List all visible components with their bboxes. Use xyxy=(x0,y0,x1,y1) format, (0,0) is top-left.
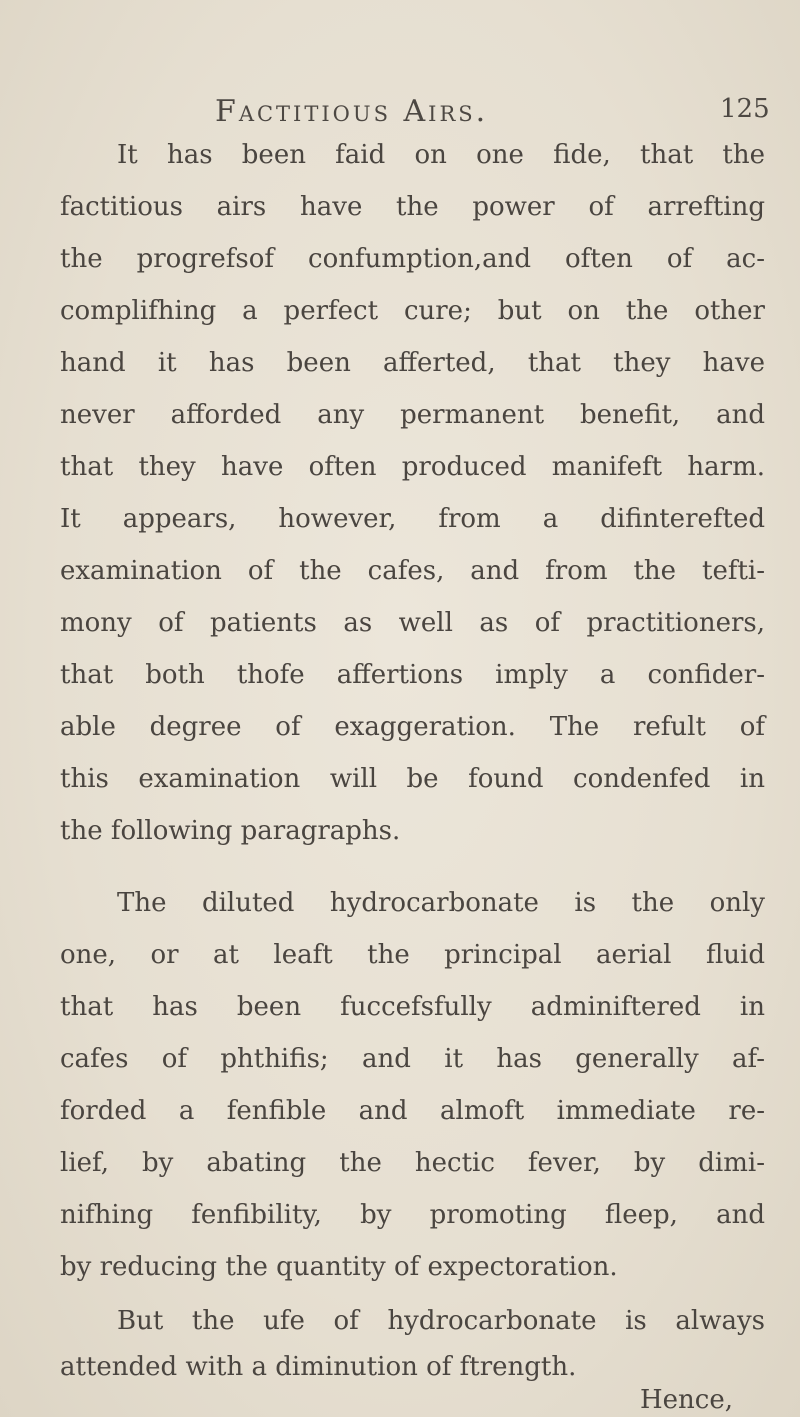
text-line: one, or at leaft the principal aerial fluid xyxy=(60,940,765,970)
text-line: lief, by abating the hectic fever, by dimi- xyxy=(60,1148,765,1178)
text-line: mony of patients as well as of practitioners, xyxy=(60,608,765,638)
text-line: attended with a diminution of ftrength. xyxy=(60,1352,577,1382)
text-line: never afforded any permanent benefit, and xyxy=(60,400,765,430)
running-head xyxy=(0,94,800,134)
text-line: nifhing fenfibility, by promoting fleep, and xyxy=(60,1200,765,1230)
text-line: cafes of phthifis; and it has generally af- xyxy=(60,1044,765,1074)
text-line: forded a fenfible and almoft immediate re- xyxy=(60,1096,765,1126)
text-line: able degree of exaggeration. The refult of xyxy=(60,712,765,742)
text-line: this examination will be found condenfed in xyxy=(60,764,765,794)
text-line: that has been fuccefsfully adminiftered in xyxy=(60,992,765,1022)
text-line: complifhing a perfect cure; but on the other xyxy=(60,296,765,326)
text-line: that both thofe affertions imply a confider- xyxy=(60,660,765,690)
text-line: hand it has been afferted, that they have xyxy=(60,348,765,378)
text-line: by reducing the quantity of expectoration. xyxy=(60,1252,618,1282)
text-line: that they have often produced manifeft harm. xyxy=(60,452,765,482)
page-number: 125 xyxy=(720,94,770,124)
text-line: the progrefsof confumption,and often of ac- xyxy=(60,244,765,274)
running-title: Factitious Airs. xyxy=(215,94,489,129)
text-line: the following paragraphs. xyxy=(60,816,401,846)
catchword: Hence, xyxy=(640,1385,734,1415)
text-line: factitious airs have the power of arrefting xyxy=(60,192,765,222)
text-line: examination of the cafes, and from the tefti- xyxy=(60,556,765,586)
text-line: But the ufe of hydrocarbonate is always xyxy=(117,1306,765,1336)
text-line: The diluted hydrocarbonate is the only xyxy=(117,888,765,918)
text-line: It appears, however, from a difinterefted xyxy=(60,504,765,534)
text-line: It has been faid on one fide, that the xyxy=(117,140,765,170)
